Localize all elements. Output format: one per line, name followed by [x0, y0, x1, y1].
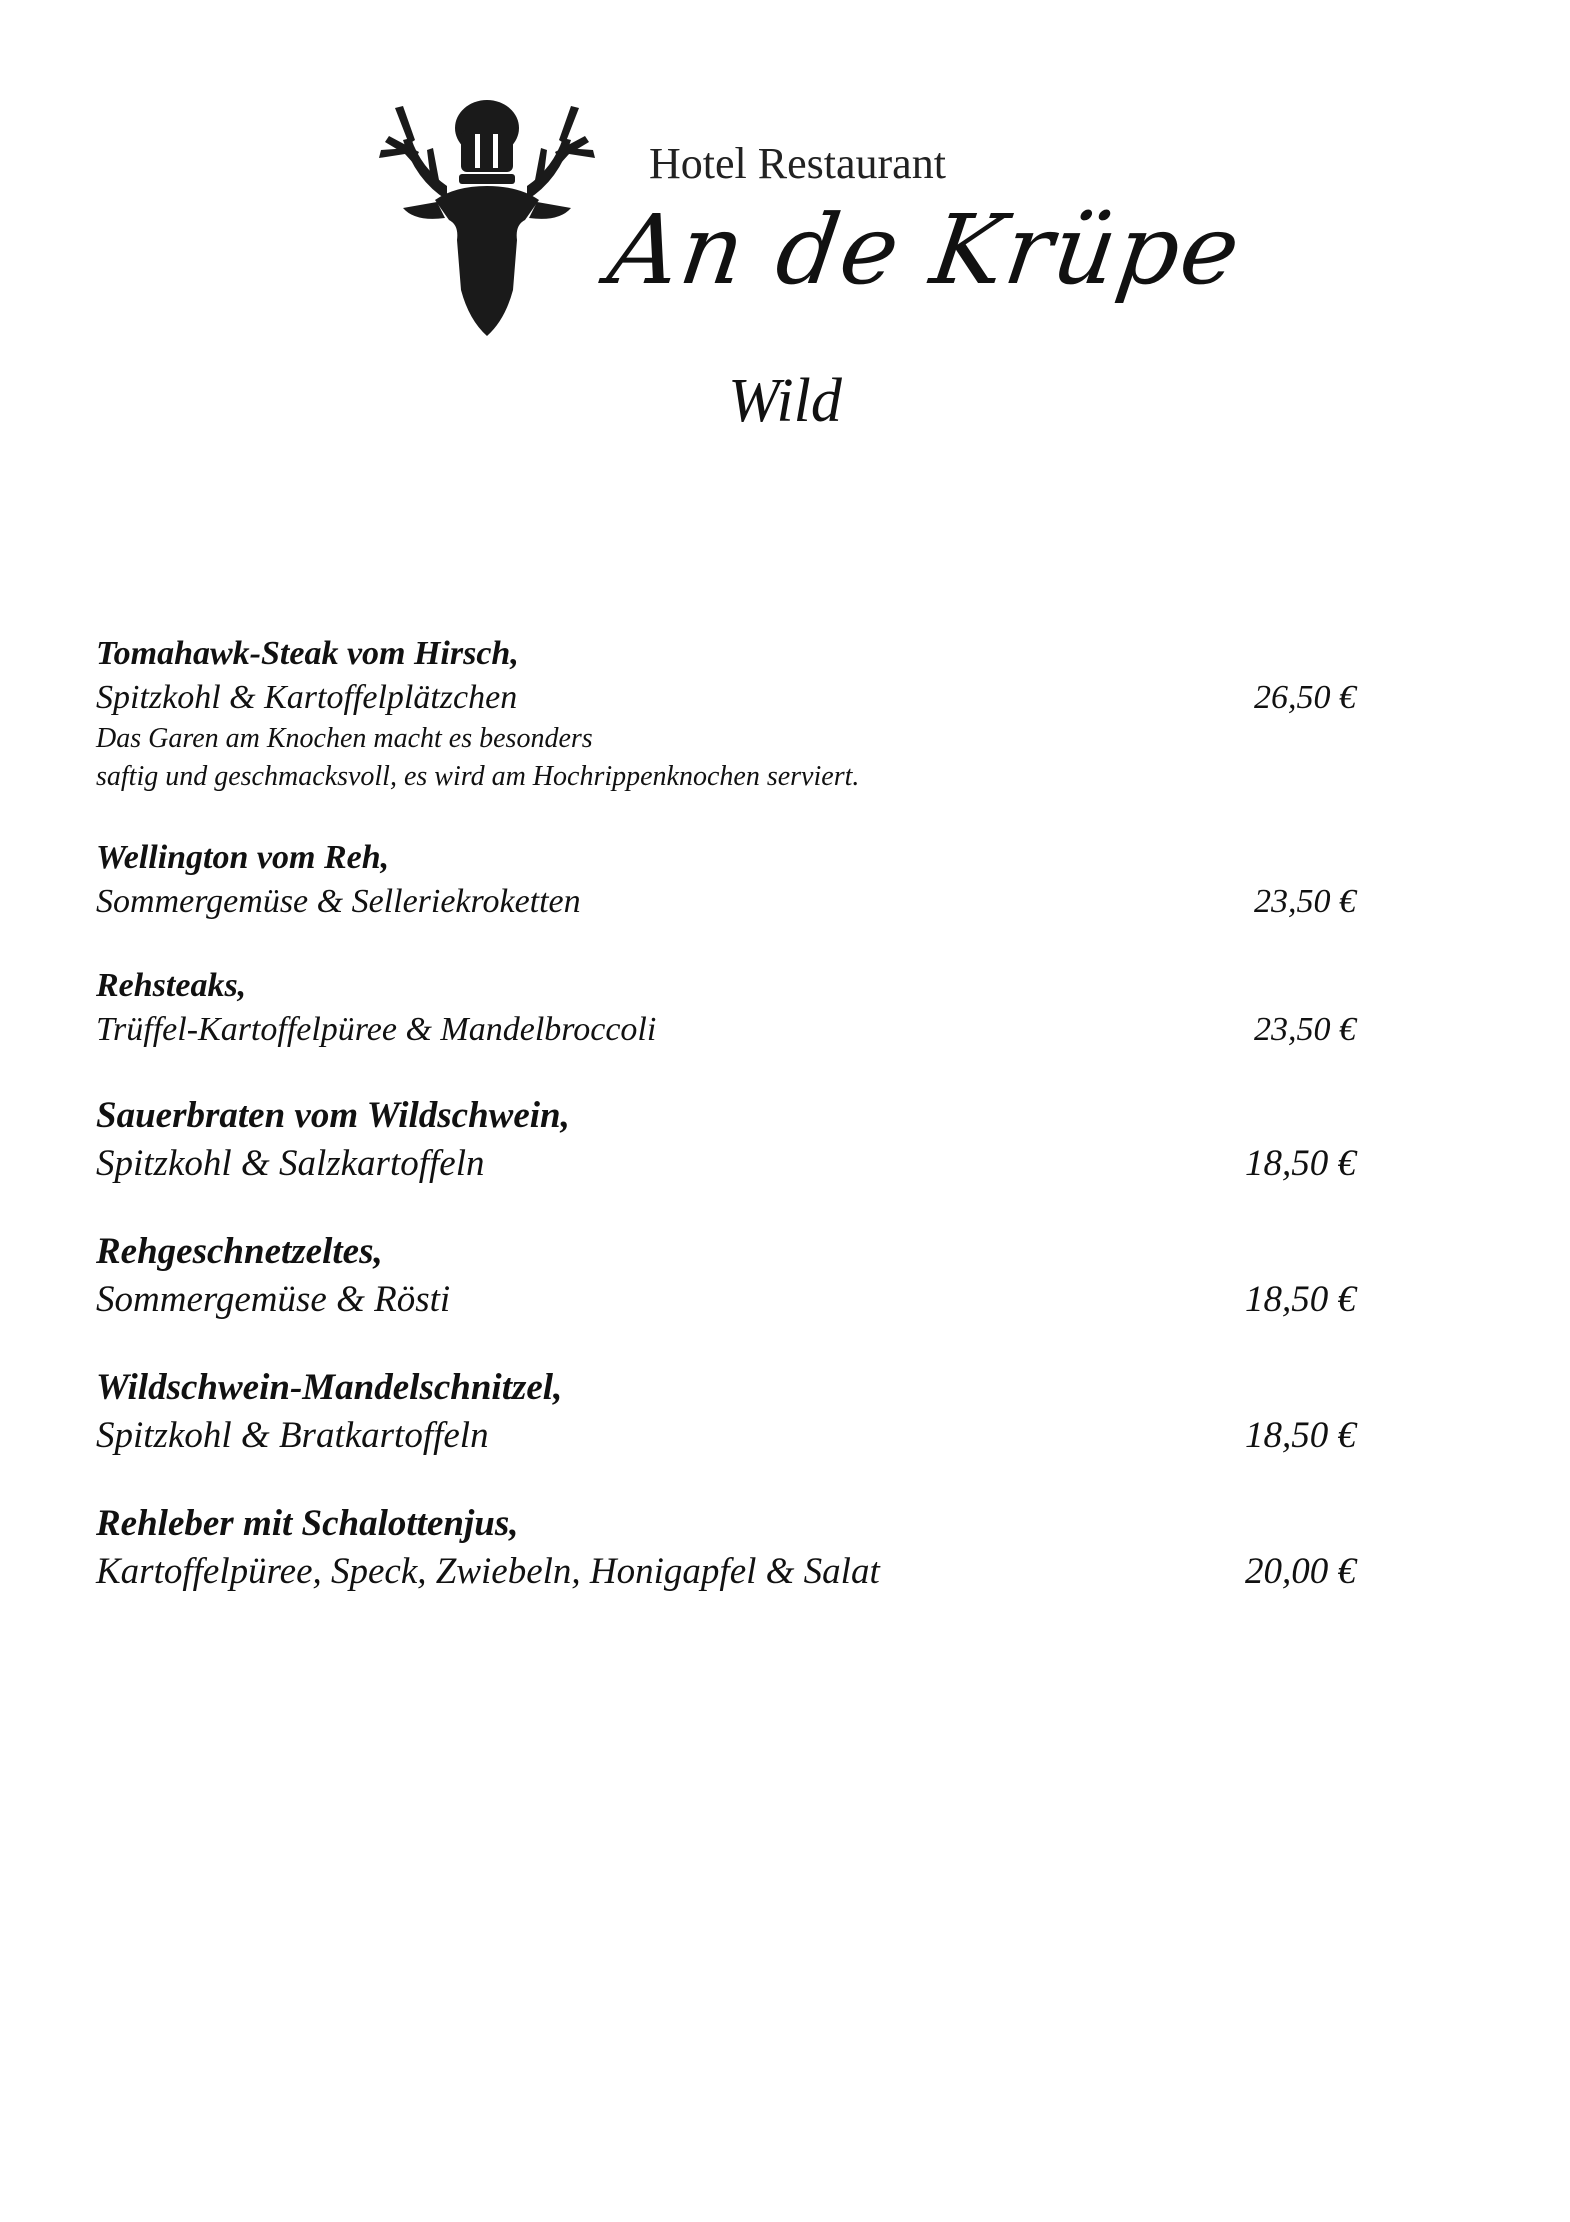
dish-name: Sauerbraten vom Wildschwein,: [96, 1095, 570, 1136]
dish-price: 26,50 €: [1254, 679, 1356, 716]
menu-list: [96, 632, 1356, 1636]
menu-item: [96, 1092, 1356, 1188]
dish-description: Spitzkohl & Kartoffelplätzchen: [96, 679, 518, 716]
menu-item: [96, 1364, 1356, 1460]
dish-description: Sommergemüse & Selleriekroketten: [96, 883, 581, 920]
dish-name: Rehsteaks,: [96, 967, 247, 1004]
dish-note: Das Garen am Knochen macht es besonders: [96, 723, 593, 754]
dish-description-row: [96, 1412, 1356, 1460]
dish-price: 18,50 €: [1245, 1143, 1356, 1184]
restaurant-logo: [375, 90, 1249, 350]
menu-item: [96, 1228, 1356, 1324]
dish-price: 23,50 €: [1254, 1011, 1356, 1048]
dish-description: Trüffel-Kartoffelpüree & Mandelbroccoli: [96, 1011, 657, 1048]
dish-name: Rehleber mit Schalottenjus,: [96, 1503, 519, 1544]
dish-description-row: [96, 1140, 1356, 1188]
menu-item: [96, 1500, 1356, 1596]
dish-name: Tomahawk-Steak vom Hirsch,: [96, 635, 519, 672]
dish-description-row: [96, 676, 1356, 720]
dish-name: Wellington vom Reh,: [96, 839, 390, 876]
dish-name: Wildschwein-Mandelschnitzel,: [96, 1367, 563, 1408]
dish-description: Spitzkohl & Bratkartoffeln: [96, 1415, 489, 1456]
dish-price: 18,50 €: [1245, 1279, 1356, 1320]
dish-note: saftig und geschmacksvoll, es wird am Hochrippenknochen serviert.: [96, 761, 860, 792]
dish-price: 23,50 €: [1254, 883, 1356, 920]
dish-description-row: [96, 880, 1356, 924]
dish-description-row: [96, 1548, 1356, 1596]
dish-description: Spitzkohl & Salzkartoffeln: [96, 1143, 485, 1184]
menu-item: [96, 964, 1356, 1052]
dish-name: Rehgeschnetzeltes,: [96, 1231, 383, 1272]
dish-price: 20,00 €: [1245, 1551, 1356, 1592]
logo-line1: Hotel Restaurant: [649, 139, 946, 188]
menu-item: [96, 632, 1356, 796]
dish-description: Kartoffelpüree, Speck, Zwiebeln, Honigapfel & Salat: [96, 1551, 880, 1592]
menu-item: [96, 836, 1356, 924]
dish-price: 18,50 €: [1245, 1415, 1356, 1456]
dish-description: Sommergemüse & Rösti: [96, 1279, 451, 1320]
stag-head-icon: [375, 90, 600, 340]
dish-description-row: [96, 1008, 1356, 1052]
logo-line2: An de Krüpe: [602, 194, 1249, 306]
section-title: Wild: [728, 367, 842, 435]
dish-description-row: [96, 1276, 1356, 1324]
